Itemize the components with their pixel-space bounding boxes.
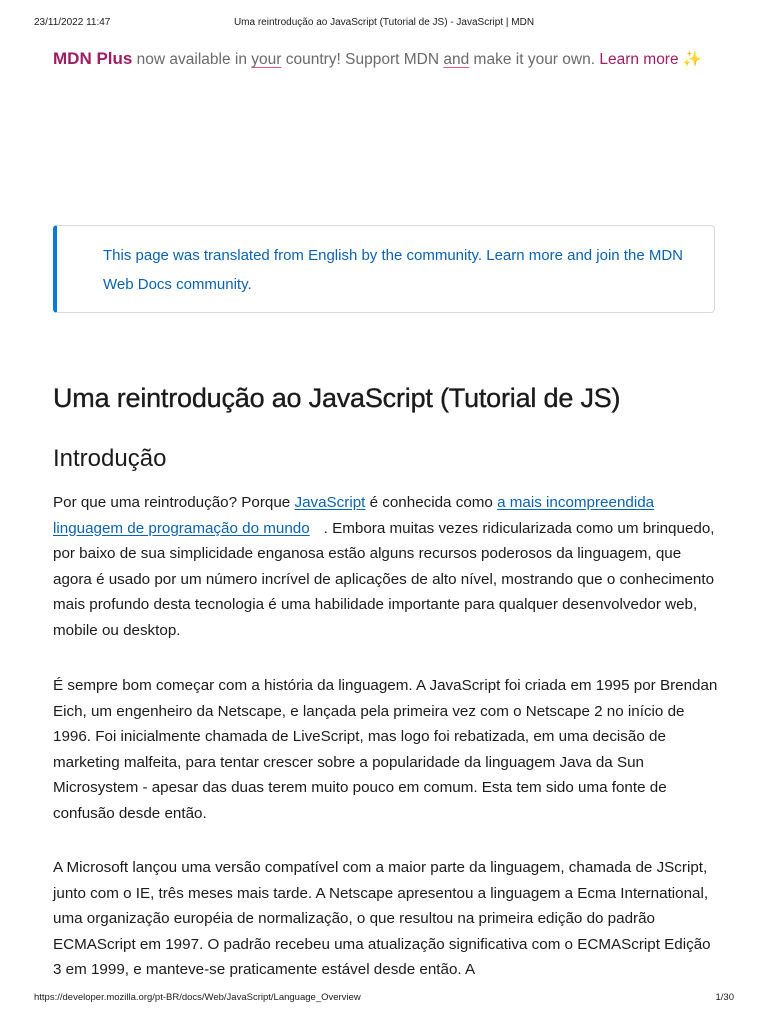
translation-notice <box>53 225 715 313</box>
banner-underlined-and: and <box>443 51 470 68</box>
banner-text-3: make it your own. <box>469 51 600 68</box>
mdn-plus-brand[interactable]: MDN Plus <box>53 49 133 68</box>
print-page-number: 1/30 <box>715 992 734 1003</box>
p1-text-start: Por que uma reintrodução? Porque <box>53 494 295 511</box>
print-footer <box>34 992 734 1006</box>
section-title-introducao: Introdução <box>53 445 167 472</box>
article-paragraph-1 <box>53 490 719 644</box>
print-url: https://developer.mozilla.org/pt-BR/docs/Web/JavaScript/Language_Overview <box>34 992 361 1003</box>
banner-learn-more-link[interactable]: Learn more <box>599 51 679 68</box>
mdn-plus-banner <box>53 44 703 74</box>
javascript-link[interactable]: JavaScript <box>294 494 366 511</box>
print-document-title: Uma reintrodução ao JavaScript (Tutorial de JS) - JavaScript | MDN <box>233 17 535 28</box>
banner-text-2: country! Support MDN <box>281 51 444 68</box>
article-paragraph-3: A Microsoft lançou uma versão compatível com a maior parte da linguagem, chamada de JScript, junto com o IE, três meses mais tarde. A Netscape apresentou a linguagem a Ecma International, uma organização européia de normalização, o que resultou na primeira edição do padrão ECMAScript em 1997. O padrão recebeu uma atualização significativa com o ECMAScript Edição 3 em 1999, e manteve-se praticamente estável desde então. A <box>53 859 711 979</box>
sparkles-icon: ✨ <box>682 51 703 68</box>
p1-text-middle: é conhecida como <box>365 494 498 511</box>
banner-text-1: now available in <box>132 51 252 68</box>
print-datetime: 23/11/2022 11:47 <box>34 17 111 28</box>
page-title: Uma reintrodução ao JavaScript (Tutorial de JS) <box>53 383 621 413</box>
p1-text-end: . Embora muitas vezes ridicularizada como um brinquedo, por baixo de sua simplicidade enganosa estão alguns recursos poderosos da linguagem, que agora é usado por um número incrível de aplicações de alto nível, mostrando que o conhecimento mais profundo desta tecnologia é uma habilidade importante para qualquer desenvolvedor web, mobile ou desktop. <box>53 519 715 639</box>
translation-notice-link[interactable]: This page was translated from English by the community. Learn more and join the MDN Web Docs community. <box>103 247 683 293</box>
print-header <box>34 17 734 31</box>
banner-underlined-your: your <box>251 51 282 68</box>
article-paragraph-2: É sempre bom começar com a história da linguagem. A JavaScript foi criada em 1995 por Brendan Eich, um engenheiro da Netscape, e lançada pela primeira vez com o Netscape 2 no início de 1996. Foi inicialmente chamada de LiveScript, mas logo foi rebatizada, em uma decisão de marketing malfeita, para tentar crescer sobre a popularidade da linguagem Java da Sun Microsystem - apesar das duas terem muito pouco em comum. Esta tem sido uma fonte de confusão desde então. <box>53 677 718 822</box>
misunderstood-language-link[interactable]: a mais incompreendida linguagem de programação do mundo <box>53 494 655 537</box>
